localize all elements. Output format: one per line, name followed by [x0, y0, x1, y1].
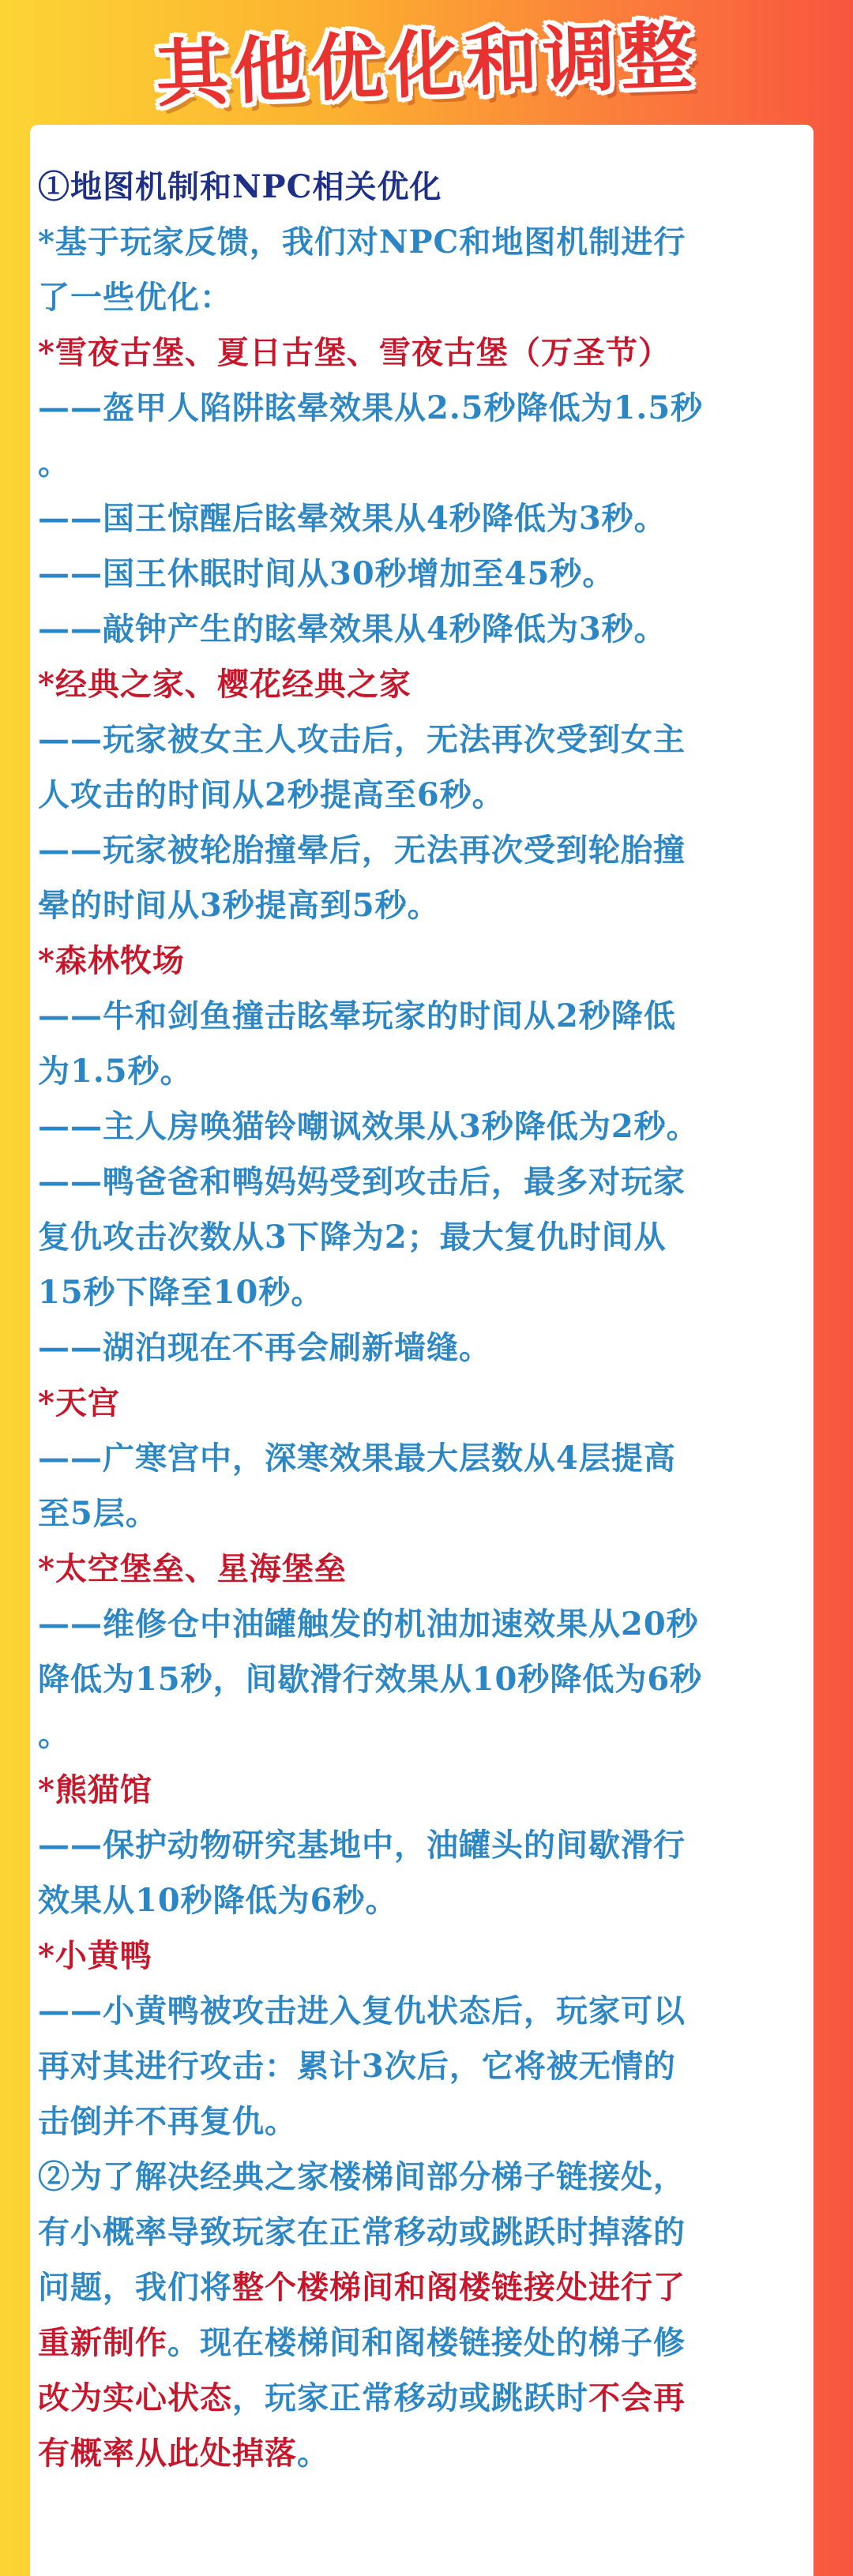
highlight-span: 整个楼梯间和阁楼链接处进行了 [232, 2269, 686, 2306]
text-line: 人攻击的时间从2秒提高至6秒。 [38, 776, 505, 813]
text-line: 晕的时间从3秒提高到5秒。 [38, 887, 440, 924]
highlight-span: 不会再 [588, 2379, 686, 2416]
map-heading: *天宫 [38, 1384, 120, 1421]
text-line: 有小概率导致玩家在正常移动或跳跃时掉落的 [38, 2214, 686, 2251]
text-line: ——敲钟产生的眩晕效果从4秒降低为3秒。 [38, 610, 667, 648]
map-heading: *太空堡垒、星海堡垒 [38, 1550, 347, 1587]
map-heading: *森林牧场 [38, 942, 185, 979]
map-heading: *小黄鸭 [38, 1937, 152, 1974]
text-line: ——盔甲人陷阱眩晕效果从2.5秒降低为1.5秒 [38, 389, 704, 426]
text-line: 。 [38, 1716, 70, 1753]
title-banner [0, 0, 853, 118]
highlight-span: 有概率从此处掉落 [38, 2435, 297, 2472]
text-span: 。现在楼梯间和阁楼链接处的梯子修 [167, 2324, 686, 2361]
text-line: ——广寒宫中，深寒效果最大层数从4层提高 [38, 1440, 676, 1477]
highlight-span: 改为实心状态 [38, 2379, 232, 2416]
page-title: 其他优化和调整 [154, 13, 699, 117]
text-line: 为1.5秒。 [38, 1053, 193, 1090]
content-card [30, 125, 814, 2576]
text-span: 。 [297, 2435, 329, 2472]
text-line: 降低为15秒，间歇滑行效果从10秒降低为6秒 [38, 1661, 703, 1698]
text-line: ——小黄鸭被攻击进入复仇状态后，玩家可以 [38, 1992, 686, 2030]
text-line [38, 2371, 814, 2426]
text-line: ——玩家被轮胎撞晕后，无法再次受到轮胎撞 [38, 832, 686, 869]
text-line: 15秒下降至10秒。 [38, 1274, 324, 1311]
section-heading: ①地图机制和NPC相关优化 [38, 168, 442, 205]
text-line: ——湖泊现在不再会刷新墙缝。 [38, 1329, 491, 1366]
text-line: ——维修仓中油罐触发的机油加速效果从20秒 [38, 1605, 699, 1643]
text-line: 了一些优化： [38, 279, 232, 316]
text-line: ——国王惊醒后眩晕效果从4秒降低为3秒。 [38, 500, 667, 537]
text-line [38, 2315, 814, 2371]
text-line: ——国王休眠时间从30秒增加至45秒。 [38, 555, 615, 592]
text-line: ——牛和剑鱼撞击眩晕玩家的时间从2秒降低 [38, 997, 676, 1035]
text-line: 击倒并不再复仇。 [38, 2103, 297, 2140]
map-heading: *雪夜古堡、夏日古堡、雪夜古堡（万圣节） [38, 334, 671, 371]
map-heading: *熊猫馆 [38, 1771, 152, 1808]
text-line: ——保护动物研究基地中，油罐头的间歇滑行 [38, 1827, 686, 1864]
text-line: ——鸭爸爸和鸭妈妈受到攻击后，最多对玩家 [38, 1163, 686, 1200]
text-line: 复仇攻击次数从3下降为2；最大复仇时间从 [38, 1219, 667, 1256]
text-line: ——主人房唤猫铃嘲讽效果从3秒降低为2秒。 [38, 1108, 699, 1145]
text-line: 效果从10秒降低为6秒。 [38, 1882, 398, 1919]
map-heading: *经典之家、樱花经典之家 [38, 666, 411, 703]
text-line: ——玩家被女主人攻击后，无法再次受到女主 [38, 721, 686, 758]
text-line: 再对其进行攻击：累计3次后，它将被无情的 [38, 2048, 676, 2085]
text-line: 至5层。 [38, 1495, 158, 1532]
text-line: 。 [38, 445, 70, 482]
text-span: ，玩家正常移动或跳跃时 [232, 2379, 588, 2416]
highlight-span: 重新制作 [38, 2324, 167, 2361]
text-span: 问题，我们将 [38, 2269, 232, 2306]
text-line [38, 2426, 814, 2481]
text-line: *基于玩家反馈，我们对NPC和地图机制进行 [38, 223, 686, 261]
text-line [38, 2260, 814, 2315]
text-line: ②为了解决经典之家楼梯间部分梯子链接处， [38, 2158, 686, 2195]
